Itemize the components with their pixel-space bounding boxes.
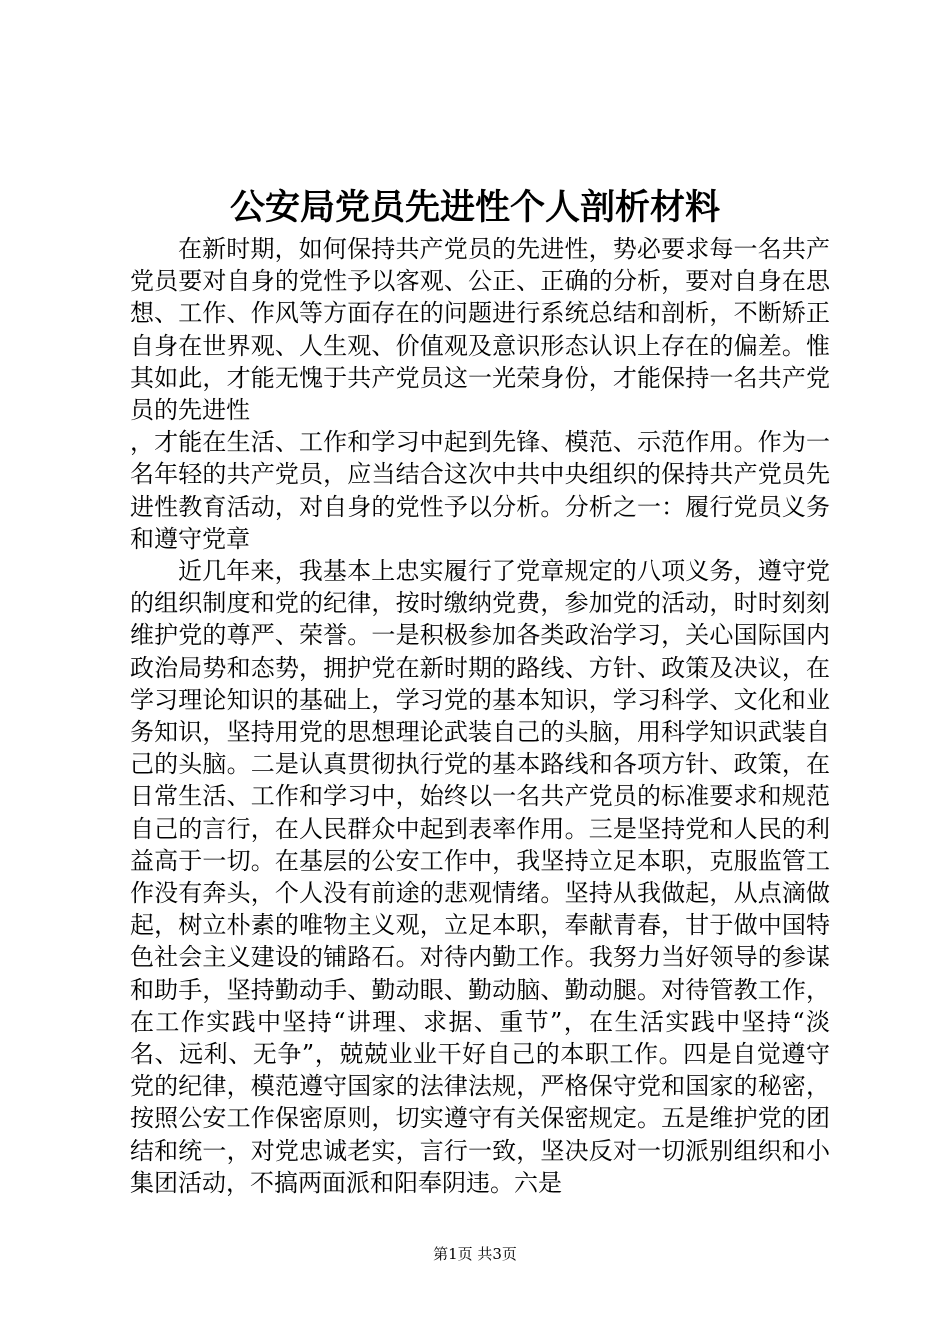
page-number-footer: 第1页 共3页 xyxy=(433,1245,517,1263)
paragraph-continuation: ，才能在生活、工作和学习中起到先锋、模范、示范作用。作为一名年轻的共产党员，应当结合这次中共中央组织的保持共产党员先进性教育活动，对自身的党性予以分析。分析之一：履行党员义务和遵守党章 xyxy=(130,428,830,553)
paragraph-obligations: 近几年来，我基本上忠实履行了党章规定的八项义务，遵守党的组织制度和党的纪律，按时缴纳党费，参加党的活动，时时刻刻维护党的尊严、荣誉。一是积极参加各类政治学习，关心国际国内政治局势和态势，拥护党在新时期的路线、方针、政策及决议，在学习理论知识的基础上，学习党的基本知识，学习科学、文化和业务知识，坚持用党的思想理论武装自己的头脑，用科学知识武装自己的头脑。二是认真贯彻执行党的基本路线和各项方针、政策，在日常生活、工作和学习中，始终以一名共产党员的标准要求和规范自己的言行，在人民群众中起到表率作用。三是坚持党和人民的利益高于一切。在基层的公安工作中，我坚持立足本职，克服监管工作没有奔头，个人没有前途的悲观情绪。坚持从我做起，从点滴做起，树立朴素的唯物主义观，立足本职，奉献青春，甘于做中国特色社会主义建设的铺路石。对待内勤工作。我努力当好领导的参谋和助手，坚持勤动手、勤动眼、勤动脑、勤动腿。对待管教工作，在工作实践中坚持“讲理、求据、重节”，在生活实践中坚持“淡名、远利、无争”，兢兢业业干好自己的本职工作。四是自觉遵守党的纪律，模范遵守国家的法律法规，严格保守党和国家的秘密，按照公安工作保密原则，切实遵守有关保密规定。五是维护党的团结和统一，对党忠诚老实，言行一致，坚决反对一切派别组织和小集团活动，不搞两面派和阳奉阴违。六是 xyxy=(130,557,830,1197)
document-title: 公安局党员先进性个人剖析材料 xyxy=(229,187,720,228)
paragraph-intro: 在新时期，如何保持共产党员的先进性，势必要求每一名共产党员要对自身的党性予以客观、公正、正确的分析，要对自身在思想、工作、作风等方面存在的问题进行系统总结和剖析，不断矫正自身在世界观、人生观、价值观及意识形态认识上存在的偏差。惟其如此，才能无愧于共产党员这一光荣身份，才能保持一名共产党员的先进性 xyxy=(130,235,830,425)
document-body xyxy=(130,233,830,1199)
